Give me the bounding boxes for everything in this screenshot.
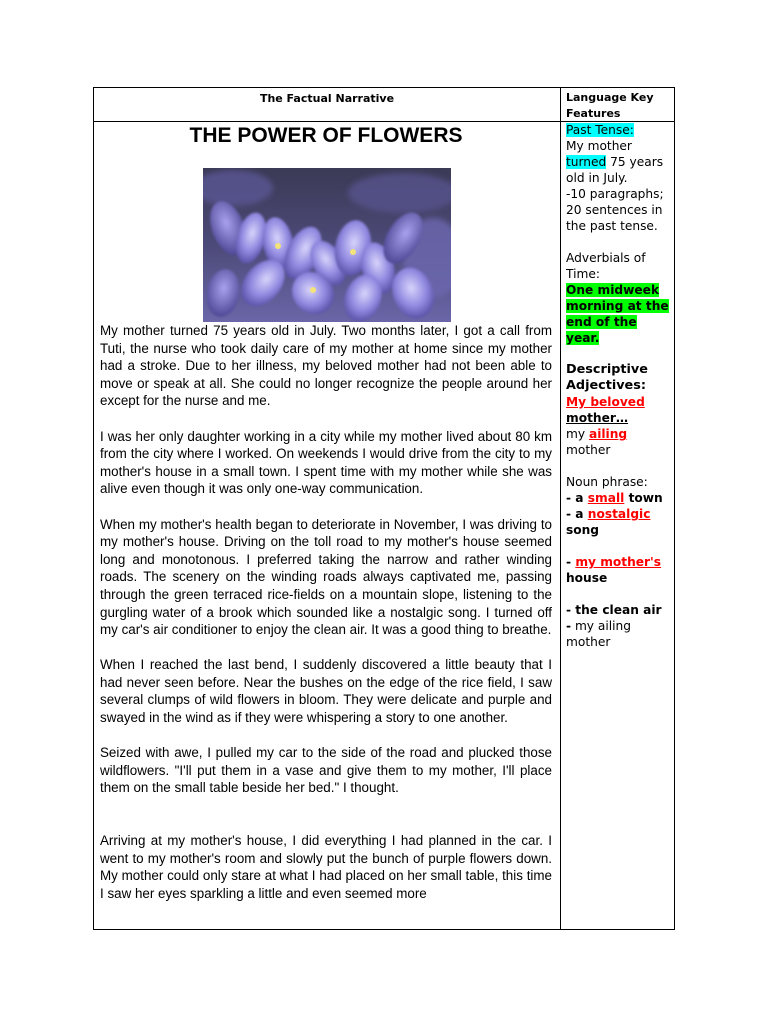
story-paragraph: Seized with awe, I pulled my car to the side of the road and plucked those wildflowers. "I'll put them in a vase and give them to my mother, I'll place them on the small table beside her bed." I thought.: [100, 745, 552, 796]
adverbials-label: Adverbials of Time:: [566, 251, 646, 281]
story-column: [100, 124, 552, 929]
past-example-text: My mother: [566, 139, 632, 153]
np3-noun: house: [566, 571, 608, 585]
np1-noun: town: [628, 491, 663, 505]
adj-beloved: My beloved: [566, 395, 645, 409]
noun-phrase-5: [566, 618, 672, 650]
adj-ailing: ailing: [588, 427, 628, 441]
noun-phrase-1: [566, 490, 672, 506]
past-tense-count: -10 paragraphs; 20 sentences in the past tense.: [566, 187, 664, 233]
adverbials-example: One midweek morning at the end of the year.: [566, 283, 669, 345]
past-verb-highlight: turned: [566, 155, 607, 169]
story-paragraph: When my mother's health began to deteriorate in November, I was driving to my mother's house. Driving on the toll road to my mother's house seemed long and monotonous. I preferred taking the narrow and rather winding roads. The scenery on the winding roads always captivated me, passing through the green terraced rice-fields on a mountain slope, listening to the gurgling water of a brook which sounded like a nostalgic song. I turned off my car's air conditioner to enjoy the clean air. It was a good thing to breathe.: [100, 516, 552, 638]
adjective-example-2: [566, 426, 672, 458]
past-tense-example: [566, 138, 672, 186]
noun-phrase-2: [566, 506, 672, 538]
adjectives-label: Descriptive Adjectives:: [566, 362, 648, 393]
past-example-rest: 75 years old in July.: [566, 155, 664, 185]
flowers-photo: [203, 168, 451, 322]
noun-phrase-4: - the clean air: [566, 603, 662, 617]
np5-prefix: -: [566, 619, 572, 633]
adj-my: my: [566, 427, 586, 441]
np3-adjective: my mother's: [575, 555, 662, 569]
np2-prefix: - a: [566, 507, 584, 521]
np1-adjective: small: [587, 491, 625, 505]
past-tense-label: Past Tense:: [566, 123, 634, 137]
features-column: [566, 122, 672, 650]
story-paragraph: My mother turned 75 years old in July. Two months later, I got a call from Tuti, the nurse who took daily care of my mother at home since my mother had a stroke. Due to her illness, my beloved mother had not been able to move or speak at all. She could no longer recognize the people around her except for the nurse and me.: [100, 323, 552, 409]
story-paragraph: I was her only daughter working in a city while my mother lived about 80 km from the city where I worked. On weekends I would drive from the city to my mother's house in a small town. I spent time with my mother while she was alive even though it was only one-way communication.: [100, 428, 552, 497]
adj-mother: mother…: [566, 411, 629, 425]
np1-prefix: - a: [566, 491, 584, 505]
noun-phrase-label: Noun phrase:: [566, 475, 648, 489]
narrative-table: [93, 87, 675, 930]
adj-mother-2: mother: [566, 443, 611, 457]
noun-phrase-3: [566, 554, 672, 586]
np2-adjective: nostalgic: [587, 507, 651, 521]
story-title: THE POWER OF FLOWERS: [189, 124, 463, 147]
header-factual-narrative: The Factual Narrative: [259, 92, 395, 105]
story-paragraph: Arriving at my mother's house, I did everything I had planned in the car. I went to my mother's room and slowly put the bunch of purple flowers down. My mother could only stare at what I had placed on her small table, this time I saw her eyes sparkling a little and even seemed more: [100, 833, 552, 901]
np2-noun: song: [566, 523, 600, 537]
story-paragraph: When I reached the last bend, I suddenly discovered a little beauty that I had never seen before. Near the bushes on the edge of the rice field, I saw several clumps of wild flowers in bloom. They were delicate and purple and swayed in the wind as if they were whispering a story to one another.: [100, 657, 552, 726]
story-body: [100, 322, 552, 902]
np5-text: my ailing mother: [566, 619, 631, 649]
adjective-example-1: [566, 394, 672, 426]
header-language-features: Language Key Features: [566, 91, 654, 120]
np3-prefix: -: [566, 555, 572, 569]
column-divider: [560, 88, 561, 929]
